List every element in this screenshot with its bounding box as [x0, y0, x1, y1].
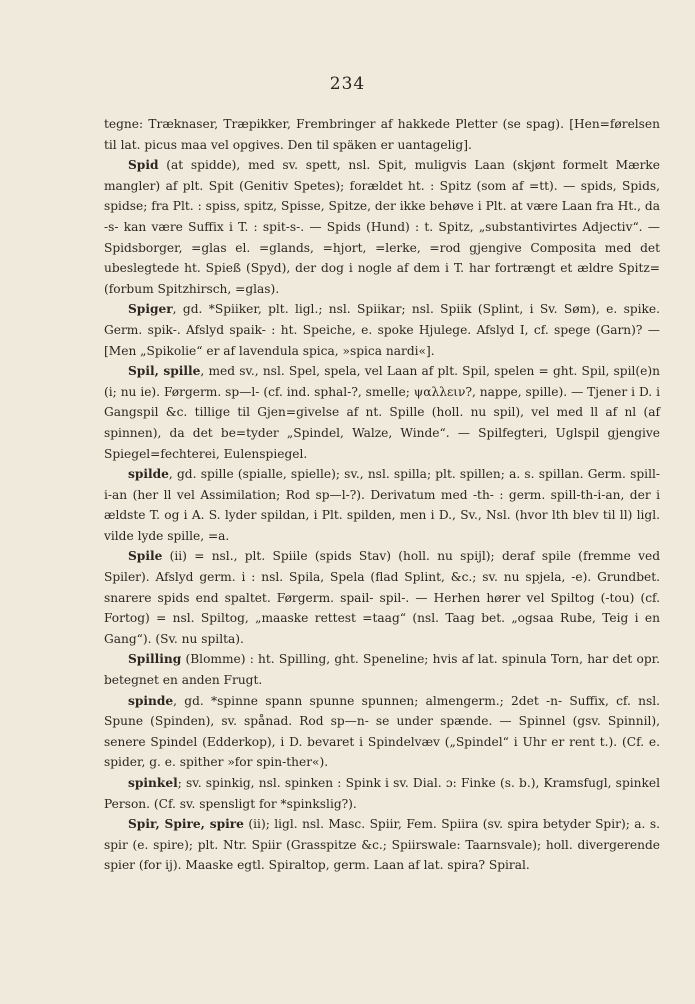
entry-text: , gd. *Spiiker, plt. ligl.; nsl. Spiikar; nsl. Spiik (Splint, i Sv. Søm), e. spike. Germ. spik-. Afslyd spaik- : ht. Speiche, e. spoke Hjulege. Afslyd I, cf. spege (Garn)? — [Men „Spikolie“ er af lavendula spica, »spica nardi«]. — [104, 302, 660, 358]
entry-spid — [104, 155, 660, 299]
entry-text: ; sv. spinkig, nsl. spinken : Spink i sv. Dial. ɔ: Finke (s. b.), Kramsfugl, spinkel Person. (Cf. sv. spensligt for *spinkslig?). — [104, 776, 660, 811]
headword: spilde — [128, 467, 169, 482]
entry-spil — [104, 361, 660, 464]
headword: Spid — [128, 158, 159, 173]
entry-text: , gd. *spinne spann spunne spunnen; almengerm.; 2det -n- Suffix, cf. nsl. Spune (Spinden), sv. spånad. Rod sp—n- se under spænde. — Spinnel (gsv. Spinnil), senere Spindel (Edderkop), i D. bevaret i Spindelvæv („Spindel“ i Uhr er rent t.). (Cf. e. spider, g. e. spither »for spin-ther«). — [104, 693, 660, 770]
entry-text: (at spidde), med sv. spett, nsl. Spit, muligvis Laan (skjønt formelt Mærke mangler) af plt. Spit (Genitiv Spetes); forældet ht. : Spitz (som af =tt). — spids, Spids, spidse; fra Plt. : spiss, spitz, Spisse, Spitze, der ikke behøve i Plt. at være Laan fra Ht., da -s- kan være Suffix i T. : spit-s-. — Spids (Hund) : t. Spitz, „substantivirtes Adjectiv“. — Spidsborger, =glas el. =glands, =hjort, =lerke, =rod gjengive Composita med det ubeslegtede ht. Spieß (Spyd), der dog i nogle af dem i T. har fortrængt et ældre Spitz= (forbum Spitzhirsch, =glas). — [104, 158, 660, 296]
headword: Spiger — [128, 302, 173, 317]
headword: spinde — [128, 693, 174, 708]
entry-continuation — [104, 114, 660, 155]
entry-spinkel — [104, 773, 660, 814]
entry-text: (ii) = nsl., plt. Spiile (spids Stav) (holl. nu spijl); deraf spile (fremme ved Spiler). Afslyd germ. i : nsl. Spila, Spela (flad Splint, &c.; sv. nu spjela, -e). Grundbet. snarere spids end spaltet. Førgerm. spail- spil-. — Herhen hører vel Spiltog (-tou) (cf. Fortog) = nsl. Spiltog, „maaske rettest =taag“ (nsl. Taag bet. „ogsaa Rube, Teig i en Gang“). (Sv. nu spilta). — [104, 549, 660, 646]
headword: Spile — [128, 549, 163, 564]
entry-text: , med sv., nsl. Spel, spela, vel Laan af plt. Spil, spelen = ght. Spil, spil(e)n (i; nu ie). Førgerm. sp—l- (cf. ind. sphal-?, smelle; ψαλλειν?, nappe, spille). — Tjener i D. i Gangspil &c. tillige til Gjen=givelse af nt. Spille (holl. nu spil), vel med ll af nl (af spinnen), da det be=tyder „Spindel, Walze, Winde“. — Spilfegteri, Uglspil gjengive Spiegel=fechterei, Eulenspiegel. — [104, 364, 660, 461]
entry-spiger — [104, 299, 660, 361]
headword: spinkel — [128, 776, 178, 790]
entry-spilling — [104, 649, 660, 690]
entry-spilde — [104, 464, 660, 546]
headword: Spil, spille — [128, 364, 201, 379]
entry-spir — [104, 814, 660, 876]
entry-text: (ii); ligl. nsl. Masc. Spiir, Fem. Spiira (sv. spira betyder Spir); a. s. spir (e. spire); plt. Ntr. Spiir (Grasspitze &c.; Spiirswale: Taarnsvale); holl. divergerende spier (for ij). Maaske egtl. Spiraltop, germ. Laan af lat. spira? Spiral. — [104, 817, 660, 873]
page-number: 234 — [329, 74, 366, 94]
entry-spile — [104, 546, 660, 649]
headword: Spilling — [128, 652, 182, 667]
entries — [104, 114, 660, 876]
entry-text: , gd. spille (spialle, spielle); sv., nsl. spilla; plt. spillen; a. s. spillan. Germ. spill-i-an (her ll vel Assimilation; Rod sp—l-?). Derivatum med -th- : germ. spill-th-i-an, der i ældste T. og i A. S. lyder spildan, i Plt. spilden, men i D., Sv., Nsl. (hvor lth blev til ll) ligl. vilde lyde spille, =a. — [104, 467, 660, 543]
entry-spinde — [104, 691, 660, 773]
entry-text: tegne: Træknaser, Træpikker, Frembringer af hakkede Pletter (se spag). [Hen=førelsen til lat. picus maa vel opgives. Den til späken er uantagelig]. — [104, 117, 660, 152]
entry-text: (Blomme) : ht. Spilling, ght. Speneline; hvis af lat. spinula Torn, har det opr. betegnet en anden Frugt. — [104, 652, 660, 688]
headword: Spir, Spire, spire — [128, 817, 244, 832]
